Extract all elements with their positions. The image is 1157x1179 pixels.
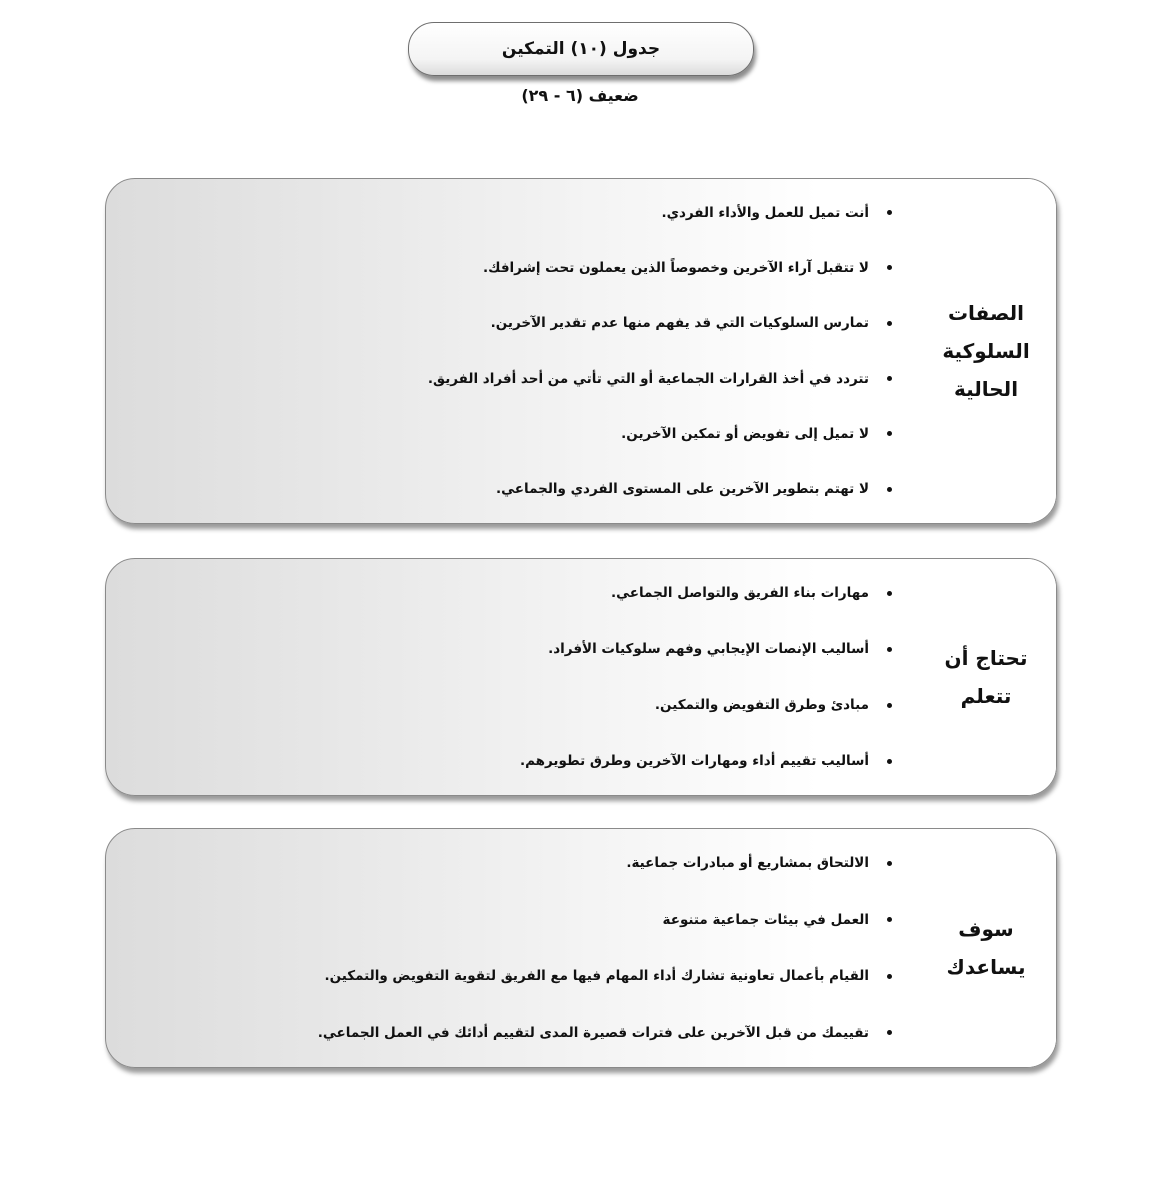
list-item-text: مهارات بناء الفريق والتواصل الجماعي. xyxy=(610,585,869,601)
list-item xyxy=(106,426,892,442)
list-item xyxy=(106,697,892,713)
list-item-text: مبادئ وطرق التفويض والتمكين. xyxy=(654,697,869,713)
bullet-icon xyxy=(887,647,892,652)
list-item-text: القيام بأعمال تعاونية تشارك أداء المهام فيها مع الفريق لتقوية التفويض والتمكين. xyxy=(324,968,869,985)
list-item xyxy=(106,585,892,601)
bullet-icon xyxy=(887,974,892,979)
list-item xyxy=(106,753,892,769)
score-range-subtitle: ضعيف (٦ - ٢٩) xyxy=(521,86,639,105)
section-items xyxy=(106,829,916,1067)
list-item-text: أساليب تقييم أداء ومهارات الآخرين وطرق تطويرهم. xyxy=(519,753,869,769)
list-item-text: أساليب الإنصات الإيجابي وفهم سلوكيات الأفراد. xyxy=(548,641,869,657)
section-label-line: تتعلم xyxy=(960,684,1012,708)
section-label xyxy=(916,559,1056,795)
list-item xyxy=(106,315,892,331)
list-item-text: لا تميل إلى تفويض أو تمكين الآخرين. xyxy=(621,425,869,442)
section-current-behaviors xyxy=(105,178,1057,524)
bullet-icon xyxy=(887,759,892,764)
list-item-text: تتردد في أخذ القرارات الجماعية أو التي تأتي من أحد أفراد الفريق. xyxy=(427,370,869,387)
bullet-icon xyxy=(887,487,892,492)
bullet-icon xyxy=(887,917,892,922)
bullet-icon xyxy=(887,591,892,596)
section-label-line: يساعدك xyxy=(946,955,1026,979)
section-items xyxy=(106,179,916,523)
table-title-box xyxy=(408,22,754,76)
list-item xyxy=(106,855,892,871)
bullet-icon xyxy=(887,431,892,436)
list-item-text: تمارس السلوكيات التي قد يفهم منها عدم تقدير الآخرين. xyxy=(490,315,869,332)
list-item-text: الالتحاق بمشاريع أو مبادرات جماعية. xyxy=(626,855,869,872)
list-item xyxy=(106,1025,892,1041)
section-label-line: سوف xyxy=(958,917,1014,941)
list-item xyxy=(106,260,892,276)
section-label xyxy=(916,829,1056,1067)
list-item xyxy=(106,371,892,387)
section-label-line: الحالية xyxy=(953,377,1019,401)
section-will-help-you xyxy=(105,828,1057,1068)
list-item-text: تقييمك من قبل الآخرين على فترات قصيرة المدى لتقييم أدائك في العمل الجماعي. xyxy=(317,1024,869,1041)
list-item-text: لا تهتم بتطوير الآخرين على المستوى الفردي والجماعي. xyxy=(496,481,869,498)
list-item-text: أنت تميل للعمل والأداء الفردي. xyxy=(661,204,869,221)
section-label-line: الصفات xyxy=(947,301,1025,325)
bullet-icon xyxy=(887,321,892,326)
section-label-line: تحتاج أن xyxy=(944,646,1028,670)
section-label-line: السلوكية xyxy=(942,339,1030,363)
bullet-icon xyxy=(887,703,892,708)
bullet-icon xyxy=(887,1030,892,1035)
list-item-text: لا تتقبل آراء الآخرين وخصوصاً الذين يعملون تحت إشرافك. xyxy=(483,259,869,276)
section-items xyxy=(106,559,916,795)
table-title: جدول (١٠) التمكين xyxy=(501,39,661,59)
list-item xyxy=(106,641,892,657)
list-item xyxy=(106,912,892,928)
list-item xyxy=(106,205,892,221)
bullet-icon xyxy=(887,861,892,866)
section-label xyxy=(916,179,1056,523)
bullet-icon xyxy=(887,210,892,215)
list-item xyxy=(106,968,892,984)
bullet-icon xyxy=(887,265,892,270)
list-item xyxy=(106,481,892,497)
bullet-icon xyxy=(887,376,892,381)
section-need-to-learn xyxy=(105,558,1057,796)
list-item-text: العمل في بيئات جماعية متنوعة xyxy=(662,911,869,928)
